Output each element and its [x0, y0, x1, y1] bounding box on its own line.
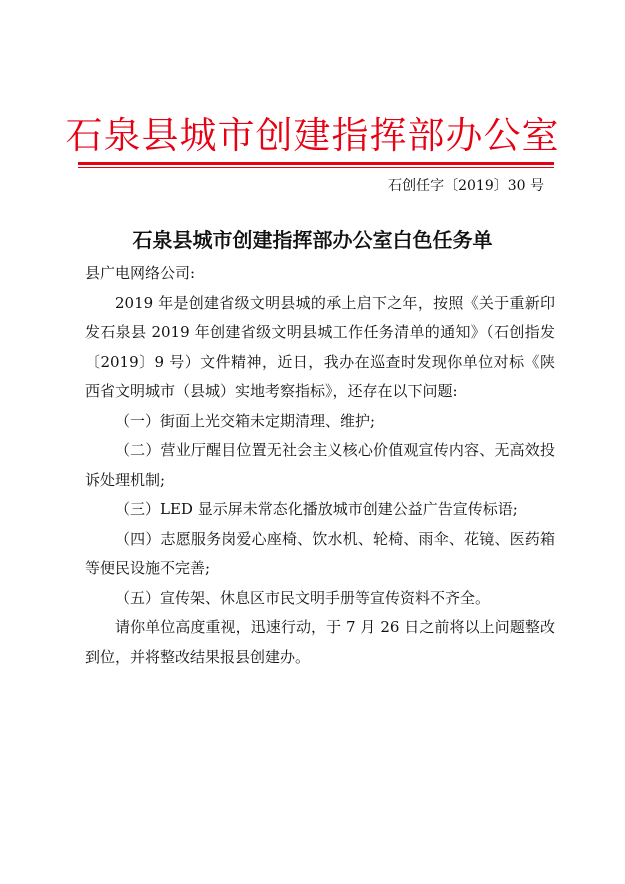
- addressee: 县广电网络公司:: [85, 264, 196, 282]
- letterhead-title: 石泉县城市创建指挥部办公室: [65, 114, 560, 157]
- issue-item: （三）LED 显示屏未常态化播放城市创建公益广告宣传标语;: [115, 500, 518, 518]
- issue-item: （一）街面上光交箱未定期清理、维护;: [115, 411, 376, 430]
- issue-item: （四）志愿服务岗爱心座椅、饮水机、轮椅、雨伞、花镜、医药箱等便民设施不完善;: [85, 529, 555, 577]
- issue-item: （二）营业厅醒目位置无社会主义核心价值观宣传内容、无高效投诉处理机制;: [85, 441, 555, 489]
- letterhead-red-rule-thin: [78, 167, 554, 168]
- closing-paragraph: 请你单位高度重视，迅速行动，于 7 月 26 日之前将以上问题整改到位，并将整改结果报县创建办。: [85, 618, 555, 666]
- document-number: 石创任字〔2019〕30 号: [388, 178, 544, 194]
- document-body: [85, 259, 555, 672]
- issue-item: （五）宣传架、休息区市民文明手册等宣传资料不齐全。: [115, 588, 491, 607]
- letterhead-red-rule: [78, 162, 554, 165]
- document-title: 石泉县城市创建指挥部办公室白色任务单: [132, 228, 493, 252]
- intro-paragraph: 2019 年是创建省级文明县城的承上启下之年，按照《关于重新印发石泉县 2019 年创建省级文明县城工作任务清单的通知》（石创指发〔2019〕9 号）文件精神，近日，我办在巡查时发现你单位对标《陕西省文明城市（县城）实地考察指标》，还存在以下问题:: [85, 293, 555, 400]
